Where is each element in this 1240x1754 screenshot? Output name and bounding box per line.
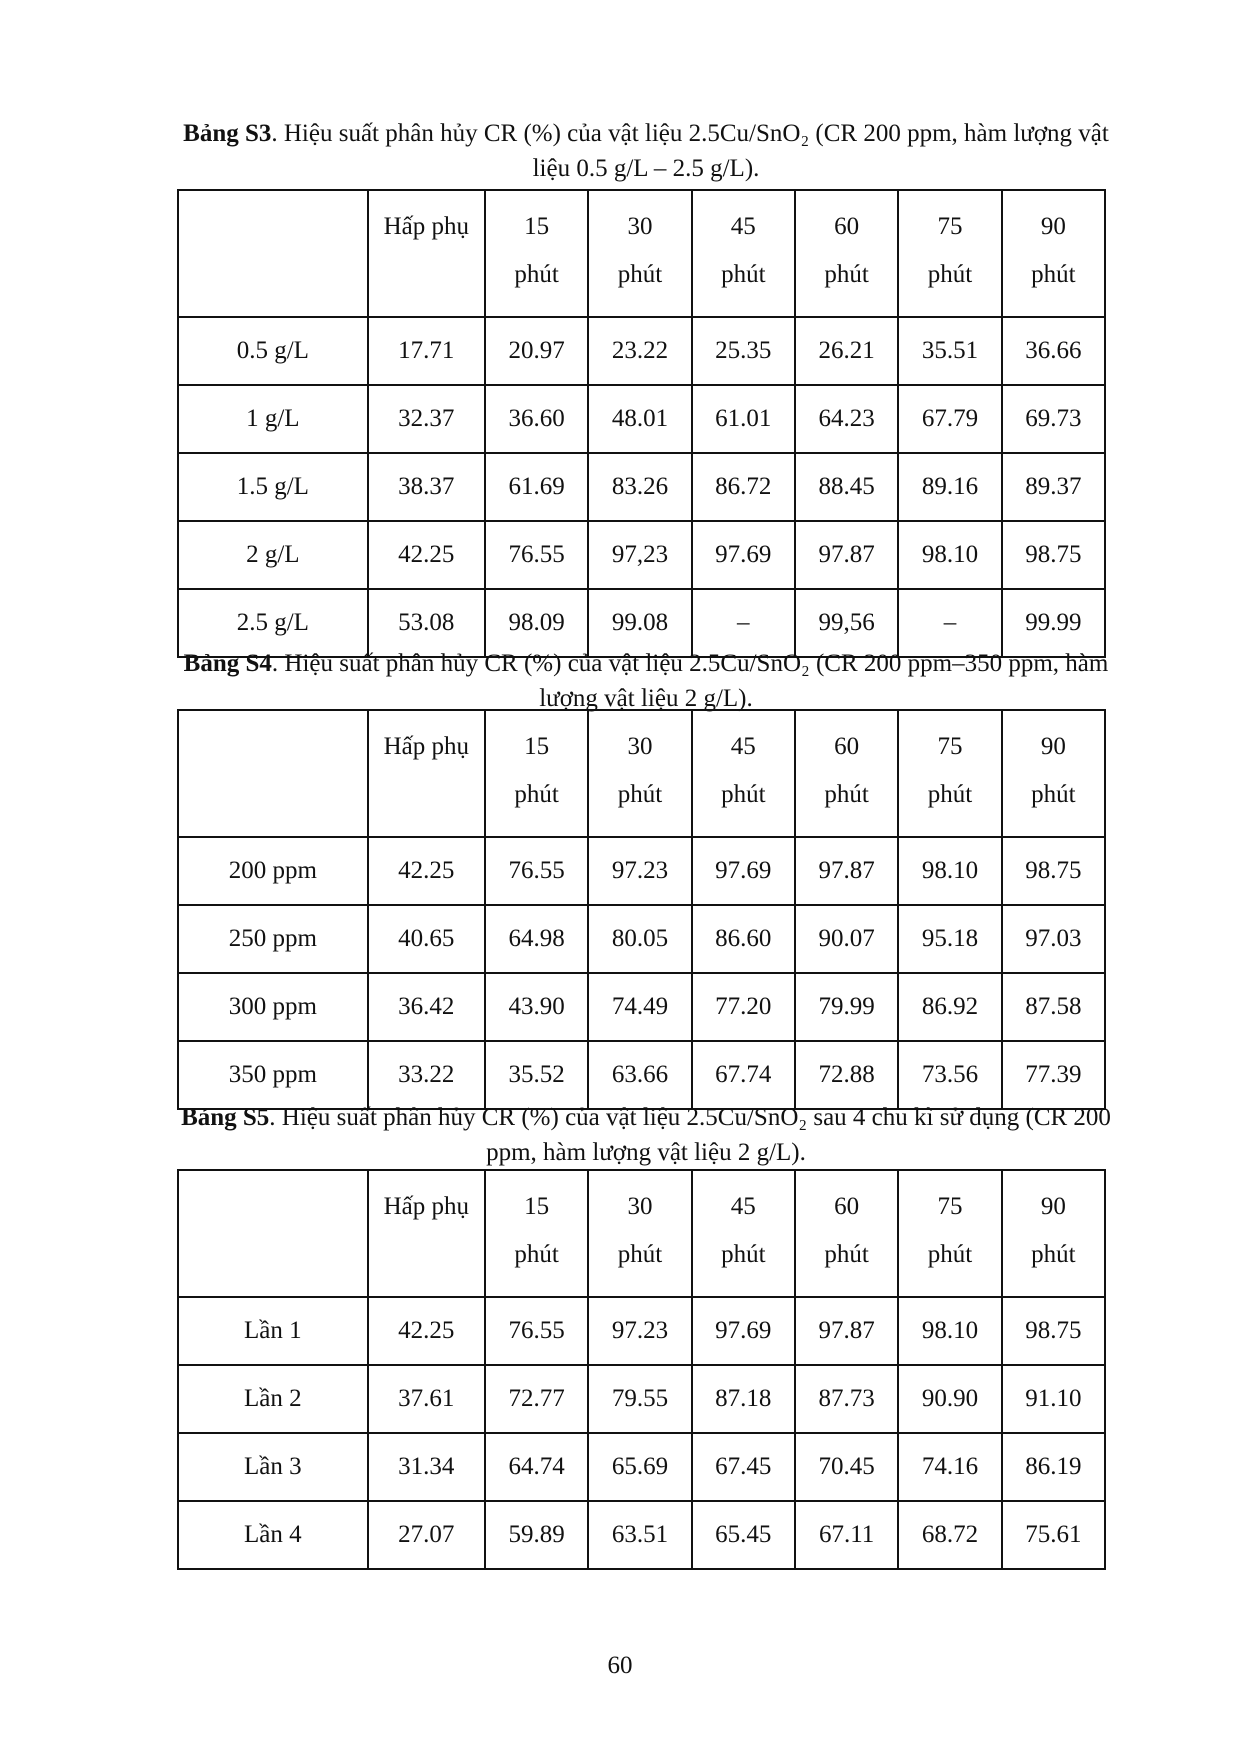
value-cell: 27.07 [368,1501,485,1569]
row-label-cell: Lần 2 [178,1365,368,1433]
table-s4 [177,709,1106,1110]
value-cell: 97.23 [588,1297,691,1365]
row-label-cell: 2.5 g/L [178,589,368,657]
value-cell: 87.18 [692,1365,795,1433]
value-cell: 53.08 [368,589,485,657]
value-cell: 42.25 [368,1297,485,1365]
value-cell: 72.88 [795,1041,898,1109]
header-row [178,1170,1105,1297]
value-cell: 26.21 [795,317,898,385]
value-cell: 98.75 [1002,837,1105,905]
value-cell: 90.07 [795,905,898,973]
value-cell: 98.09 [485,589,588,657]
value-cell: 97.69 [692,521,795,589]
value-cell: 70.45 [795,1433,898,1501]
row-label-cell: 200 ppm [178,837,368,905]
value-cell: – [898,589,1001,657]
table-s3 [177,189,1106,658]
value-cell: 75.61 [1002,1501,1105,1569]
header-cell: 75 phút [898,1170,1001,1297]
value-cell: 72.77 [485,1365,588,1433]
value-cell: 63.51 [588,1501,691,1569]
table-s3-caption [176,116,1116,186]
table-s3-label: Bảng S3 [183,120,272,147]
header-row [178,710,1105,837]
table-row [178,973,1105,1041]
value-cell: 61.01 [692,385,795,453]
header-cell: 90 phút [1002,710,1105,837]
value-cell: 76.55 [485,837,588,905]
table-row [178,1501,1105,1569]
value-cell: 36.66 [1002,317,1105,385]
table-row [178,837,1105,905]
header-cell: 30 phút [588,190,691,317]
value-cell: 25.35 [692,317,795,385]
value-cell: 42.25 [368,837,485,905]
header-cell: Hấp phụ [368,190,485,317]
value-cell: 77.20 [692,973,795,1041]
value-cell: 64.74 [485,1433,588,1501]
row-label-cell: 350 ppm [178,1041,368,1109]
value-cell: 23.22 [588,317,691,385]
table-row [178,453,1105,521]
value-cell: 35.51 [898,317,1001,385]
table-s5-label: Bảng S5 [181,1104,270,1131]
row-label-cell: Lần 1 [178,1297,368,1365]
value-cell: 74.16 [898,1433,1001,1501]
value-cell: – [692,589,795,657]
header-cell: 45 phút [692,710,795,837]
value-cell: 36.60 [485,385,588,453]
value-cell: 86.19 [1002,1433,1105,1501]
header-cell: 30 phút [588,710,691,837]
header-cell: Hấp phụ [368,1170,485,1297]
value-cell: 97.69 [692,837,795,905]
header-row [178,190,1105,317]
value-cell: 64.98 [485,905,588,973]
value-cell: 61.69 [485,453,588,521]
row-label-cell: 0.5 g/L [178,317,368,385]
row-label-cell: 300 ppm [178,973,368,1041]
value-cell: 97.03 [1002,905,1105,973]
header-cell: 90 phút [1002,190,1105,317]
value-cell: 99.99 [1002,589,1105,657]
value-cell: 63.66 [588,1041,691,1109]
value-cell: 98.10 [898,1297,1001,1365]
value-cell: 80.05 [588,905,691,973]
value-cell: 99,56 [795,589,898,657]
value-cell: 98.75 [1002,1297,1105,1365]
header-cell: 15 phút [485,710,588,837]
value-cell: 89.37 [1002,453,1105,521]
value-cell: 79.99 [795,973,898,1041]
value-cell: 17.71 [368,317,485,385]
row-label-cell: 250 ppm [178,905,368,973]
header-cell: 60 phút [795,1170,898,1297]
row-label-cell: Lần 3 [178,1433,368,1501]
value-cell: 76.55 [485,1297,588,1365]
value-cell: 20.97 [485,317,588,385]
table-row [178,1365,1105,1433]
value-cell: 97,23 [588,521,691,589]
table-s3-caption-text: . Hiệu suất phân hủy CR (%) của vật liệu 2.5Cu/SnO₂ (CR 200 ppm, hàm lượng vật liệu 0.5 g/L – 2.5 g/L). [271,120,1109,182]
header-cell: 90 phút [1002,1170,1105,1297]
value-cell: 35.52 [485,1041,588,1109]
value-cell: 88.45 [795,453,898,521]
value-cell: 42.25 [368,521,485,589]
value-cell: 98.10 [898,837,1001,905]
value-cell: 79.55 [588,1365,691,1433]
table-row [178,1433,1105,1501]
value-cell: 65.45 [692,1501,795,1569]
value-cell: 89.16 [898,453,1001,521]
value-cell: 87.73 [795,1365,898,1433]
header-corner-cell [178,710,368,837]
table-s5 [177,1169,1106,1570]
header-cell: 75 phút [898,190,1001,317]
value-cell: 97.87 [795,521,898,589]
value-cell: 87.58 [1002,973,1105,1041]
header-cell: 30 phút [588,1170,691,1297]
value-cell: 67.11 [795,1501,898,1569]
value-cell: 65.69 [588,1433,691,1501]
table-row [178,1041,1105,1109]
header-corner-cell [178,1170,368,1297]
value-cell: 69.73 [1002,385,1105,453]
value-cell: 91.10 [1002,1365,1105,1433]
table-s5-caption [176,1100,1116,1170]
value-cell: 90.90 [898,1365,1001,1433]
value-cell: 38.37 [368,453,485,521]
header-corner-cell [178,190,368,317]
value-cell: 77.39 [1002,1041,1105,1109]
value-cell: 59.89 [485,1501,588,1569]
row-label-cell: 1.5 g/L [178,453,368,521]
header-cell: 75 phút [898,710,1001,837]
value-cell: 74.49 [588,973,691,1041]
row-label-cell: Lần 4 [178,1501,368,1569]
table-row [178,317,1105,385]
value-cell: 86.60 [692,905,795,973]
value-cell: 97.23 [588,837,691,905]
value-cell: 32.37 [368,385,485,453]
value-cell: 95.18 [898,905,1001,973]
table-row [178,385,1105,453]
value-cell: 43.90 [485,973,588,1041]
header-cell: Hấp phụ [368,710,485,837]
value-cell: 36.42 [368,973,485,1041]
table-s5-caption-text: . Hiệu suất phân hủy CR (%) của vật liệu 2.5Cu/SnO₂ sau 4 chu kì sử dụng (CR 200 ppm, hàm lượng vật liệu 2 g/L). [269,1104,1111,1166]
value-cell: 83.26 [588,453,691,521]
row-label-cell: 2 g/L [178,521,368,589]
value-cell: 67.45 [692,1433,795,1501]
value-cell: 68.72 [898,1501,1001,1569]
header-cell: 45 phút [692,190,795,317]
row-label-cell: 1 g/L [178,385,368,453]
value-cell: 40.65 [368,905,485,973]
value-cell: 33.22 [368,1041,485,1109]
value-cell: 31.34 [368,1433,485,1501]
table-row [178,905,1105,973]
value-cell: 37.61 [368,1365,485,1433]
header-cell: 60 phút [795,190,898,317]
value-cell: 76.55 [485,521,588,589]
value-cell: 97.87 [795,1297,898,1365]
value-cell: 67.74 [692,1041,795,1109]
value-cell: 99.08 [588,589,691,657]
header-cell: 60 phút [795,710,898,837]
value-cell: 64.23 [795,385,898,453]
header-cell: 15 phút [485,1170,588,1297]
value-cell: 98.10 [898,521,1001,589]
table-row [178,1297,1105,1365]
value-cell: 48.01 [588,385,691,453]
header-cell: 15 phút [485,190,588,317]
value-cell: 73.56 [898,1041,1001,1109]
value-cell: 97.87 [795,837,898,905]
value-cell: 67.79 [898,385,1001,453]
value-cell: 97.69 [692,1297,795,1365]
value-cell: 86.92 [898,973,1001,1041]
page-number: 60 [607,1652,633,1679]
header-cell: 45 phút [692,1170,795,1297]
value-cell: 86.72 [692,453,795,521]
table-s4-label: Bảng S4 [183,650,272,677]
table-s4-caption [176,646,1116,716]
value-cell: 98.75 [1002,521,1105,589]
table-row [178,521,1105,589]
table-s4-caption-text: . Hiệu suất phân hủy CR (%) của vật liệu 2.5Cu/SnO₂ (CR 200 ppm–350 ppm, hàm lượng vật liệu 2 g/L). [271,650,1109,712]
